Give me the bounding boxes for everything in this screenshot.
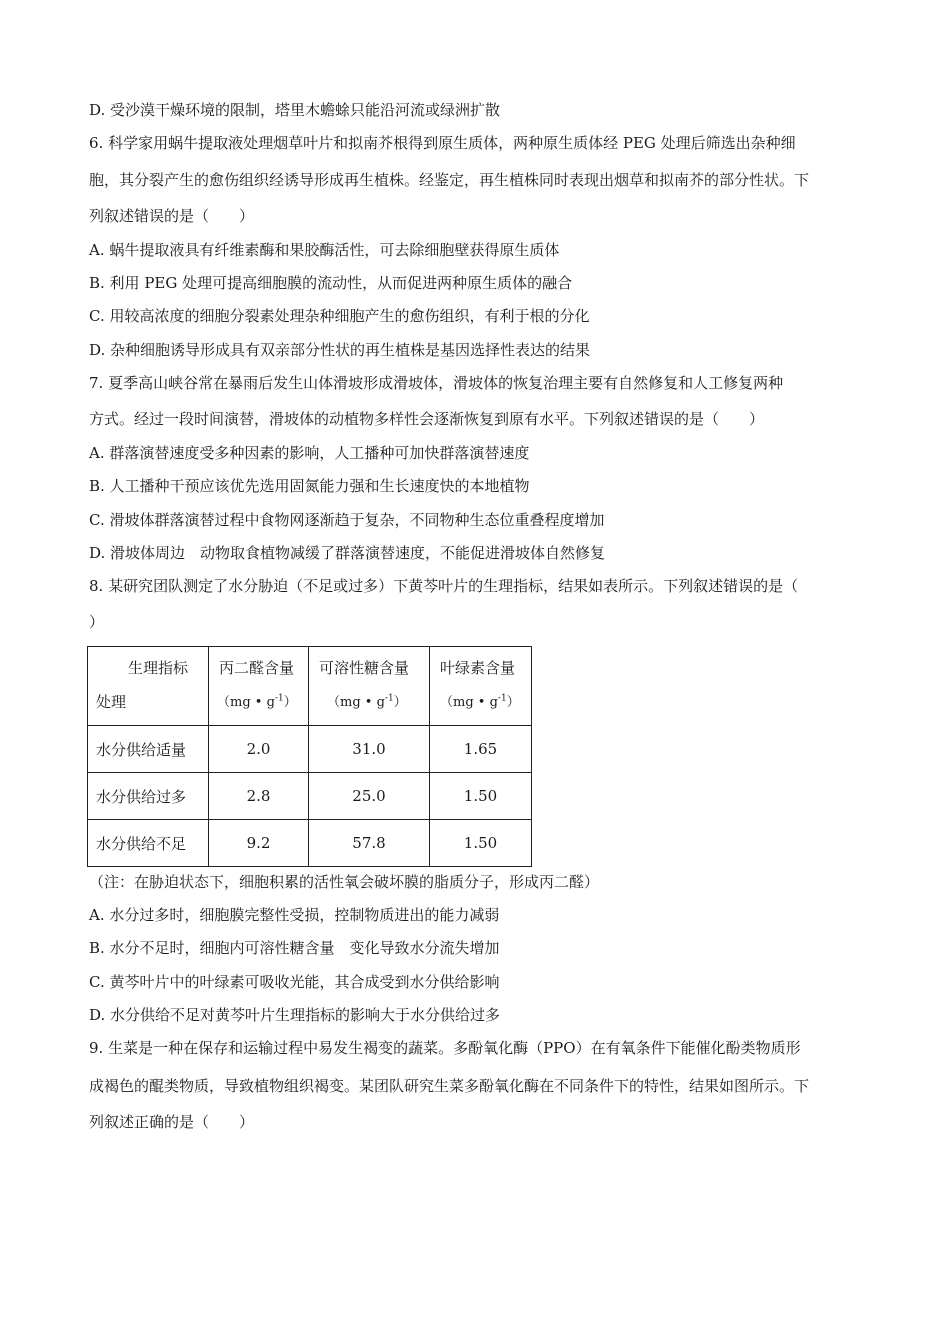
- q6-option-b: B. 利用 PEG 处理可提高细胞膜的流动性，从而促进两种原生质体的融合: [89, 274, 573, 292]
- table-header-col-1: [309, 647, 430, 726]
- q7-option-c: C. 滑坡体群落演替过程中食物网逐渐趋于复杂，不同物种生态位重叠程度增加: [89, 511, 605, 529]
- table-cell: 1.65: [430, 726, 532, 773]
- q6-option-c: C. 用较高浓度的细胞分裂素处理杂种细胞产生的愈伤组织，有利于根的分化: [89, 307, 590, 325]
- q8-option-c: C. 黄芩叶片中的叶绿素可吸收光能，其合成受到水分供给影响: [89, 973, 500, 991]
- corner-label-treatment: 处理: [96, 693, 127, 711]
- q7-stem-line-2: 方式。经过一段时间演替，滑坡体的动植物多样性会逐渐恢复到原有水平。下列叙述错误的是（ ）: [89, 410, 765, 428]
- q8-option-b: B. 水分不足时，细胞内可溶性糖含量 变化导致水分流失增加: [89, 939, 500, 957]
- table-cell: 31.0: [309, 726, 430, 773]
- q6-stem-line-1: 6. 科学家用蜗牛提取液处理烟草叶片和拟南芥根得到原生质体，两种原生质体经 PEG 处理后筛选出杂种细: [89, 134, 796, 152]
- column-name: 叶绿素含量: [440, 659, 516, 677]
- q6-stem-line-3: 列叙述错误的是（ ）: [89, 207, 255, 225]
- q6-option-a: A. 蜗牛提取液具有纤维素酶和果胶酶活性，可去除细胞壁获得原生质体: [89, 241, 560, 259]
- table-cell: 2.0: [209, 726, 309, 773]
- row-label: 水分供给适量: [88, 726, 209, 773]
- q5-option-d: D. 受沙漠干燥环境的限制，塔里木蟾蜍只能沿河流或绿洲扩散: [89, 101, 501, 119]
- table-row: [88, 820, 532, 867]
- table-header-col-2: [430, 647, 532, 726]
- q6-option-d: D. 杂种细胞诱导形成具有双亲部分性状的再生植株是基因选择性表达的结果: [89, 341, 591, 359]
- q8-stem-line-2: ）: [89, 613, 105, 631]
- table-cell: 25.0: [309, 773, 430, 820]
- column-unit: （mg • $g^{-1}$）: [440, 693, 520, 710]
- row-label: 水分供给不足: [88, 820, 209, 867]
- column-unit: （mg • $g^{-1}$）: [327, 693, 407, 710]
- table-cell: 1.50: [430, 773, 532, 820]
- q9-stem-line-1: 9. 生菜是一种在保存和运输过程中易发生褐变的蔬菜。多酚氧化酶（PPO）在有氧条件下能催化酚类物质形: [89, 1039, 801, 1057]
- table-header-col-0: [209, 647, 309, 726]
- table-header-row: [88, 647, 532, 726]
- q7-option-d: D. 滑坡体周边 动物取食植物减缓了群落演替速度，不能促进滑坡体自然修复: [89, 544, 606, 562]
- table-corner-cell: [88, 647, 209, 726]
- column-unit: （mg • $g^{-1}$）: [217, 693, 297, 710]
- q8-option-d: D. 水分供给不足对黄芩叶片生理指标的影响大于水分供给过多: [89, 1006, 501, 1024]
- row-label: 水分供给过多: [88, 773, 209, 820]
- q8-table-note: （注：在胁迫状态下，细胞积累的活性氧会破坏膜的脂质分子，形成丙二醛）: [89, 873, 600, 891]
- table-cell: 1.50: [430, 820, 532, 867]
- q8-data-table: [87, 646, 532, 867]
- q6-stem-line-2: 胞，其分裂产生的愈伤组织经诱导形成再生植株。经鉴定，再生植株同时表现出烟草和拟南芥的部分性状。下: [89, 171, 810, 189]
- q7-option-b: B. 人工播种干预应该优先选用固氮能力强和生长速度快的本地植物: [89, 477, 530, 495]
- q9-stem-line-2: 成褐色的醌类物质，导致植物组织褐变。某团队研究生菜多酚氧化酶在不同条件下的特性，结果如图所示。下: [89, 1077, 810, 1095]
- q9-stem-line-3: 列叙述正确的是（ ）: [89, 1113, 255, 1131]
- q8-option-a: A. 水分过多时，细胞膜完整性受损，控制物质进出的能力减弱: [89, 906, 500, 924]
- table-row: [88, 773, 532, 820]
- table-cell: 9.2: [209, 820, 309, 867]
- column-name: 可溶性糖含量: [319, 659, 410, 677]
- corner-label-indicator: 生理指标: [128, 659, 189, 677]
- q7-stem-line-1: 7. 夏季高山峡谷常在暴雨后发生山体滑坡形成滑坡体，滑坡体的恢复治理主要有自然修复和人工修复两种: [89, 374, 784, 392]
- table-cell: 57.8: [309, 820, 430, 867]
- q7-option-a: A. 群落演替速度受多种因素的影响，人工播种可加快群落演替速度: [89, 444, 530, 462]
- table-row: [88, 726, 532, 773]
- table-cell: 2.8: [209, 773, 309, 820]
- column-name: 丙二醛含量: [219, 659, 295, 677]
- q8-stem-line-1: 8. 某研究团队测定了水分胁迫（不足或过多）下黄芩叶片的生理指标，结果如表所示。下列叙述错误的是（: [89, 577, 799, 595]
